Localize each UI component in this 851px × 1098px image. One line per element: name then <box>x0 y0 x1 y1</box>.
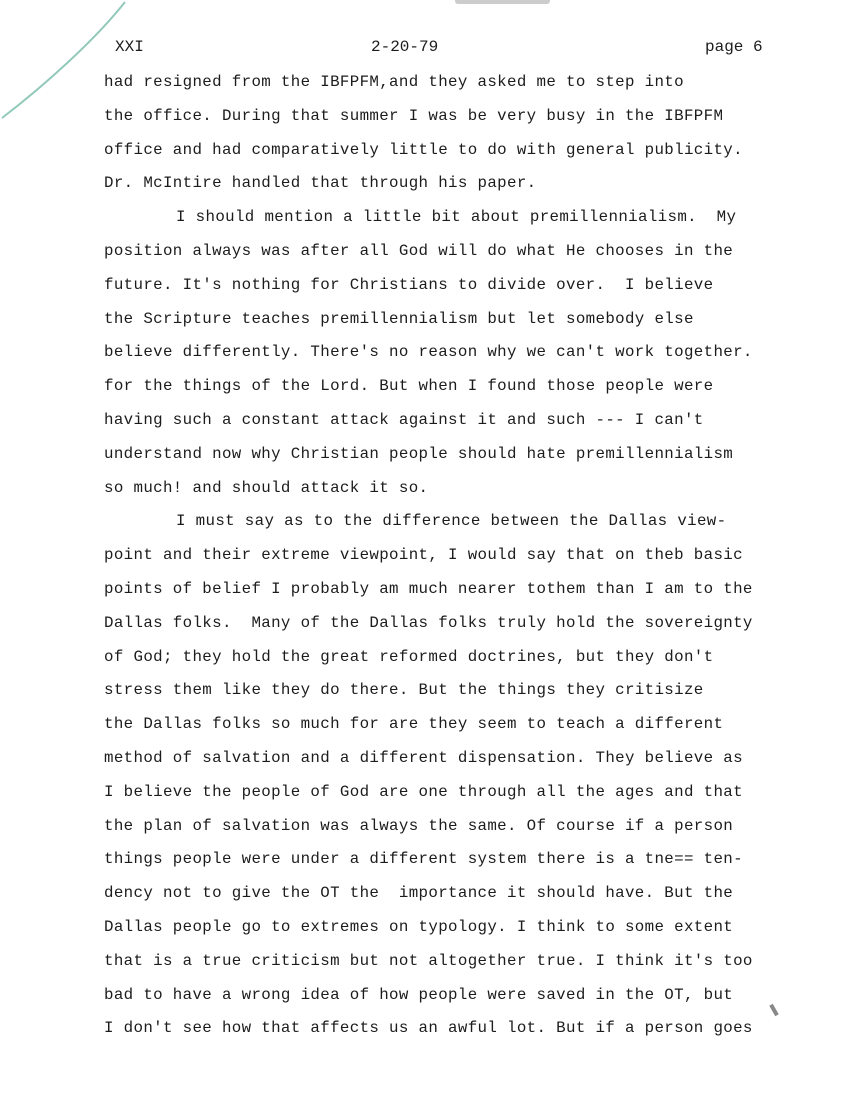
paragraph-start-line: I should mention a little bit about premillennialism. My <box>176 208 737 227</box>
text-line: I don't see how that affects us an awful lot. But if a person goes <box>104 1019 753 1038</box>
text-line: so much! and should attack it so. <box>104 478 429 497</box>
text-line: method of salvation and a different dispensation. They believe as <box>104 748 743 767</box>
text-line: Dallas people go to extremes on typology. I think to some extent <box>104 917 734 936</box>
text-line: believe differently. There's no reason why we can't work together. <box>104 343 753 362</box>
text-line: things people were under a different system there is a tne== ten- <box>104 850 743 869</box>
text-line: the office. During that summer I was be very busy in the IBFPFM <box>104 106 724 125</box>
text-line: had resigned from the IBFPFM,and they asked me to step into <box>104 73 684 91</box>
text-line: stress them like they do there. But the things they critisize <box>104 681 704 700</box>
text-line: understand now why Christian people should hate premillennialism <box>104 444 734 463</box>
transcript-date: 2-20-79 <box>371 38 439 56</box>
text-line: Dallas folks. Many of the Dallas folks truly hold the sovereignty <box>104 613 753 632</box>
text-line: the Scripture teaches premillennialism but let somebody else <box>104 309 694 328</box>
page-number: page 6 <box>705 38 763 56</box>
text-line: that is a true criticism but not altogether true. I think it's too <box>104 951 753 970</box>
text-line: bad to have a wrong idea of how people were saved in the OT, but <box>104 985 734 1004</box>
text-line: the plan of salvation was always the same. Of course if a person <box>104 816 734 835</box>
text-line: position always was after all God will do what He chooses in the <box>104 241 734 260</box>
chapter-number: XXI <box>115 38 144 56</box>
text-line: I believe the people of God are one through all the ages and that <box>104 782 743 801</box>
body-text <box>104 70 804 1050</box>
text-line: having such a constant attack against it and such --- I can't <box>104 410 704 429</box>
text-line: points of belief I probably am much nearer tothem than I am to the <box>104 579 753 598</box>
text-line: for the things of the Lord. But when I found those people were <box>104 377 714 396</box>
text-line: Dr. McIntire handled that through his paper. <box>104 174 537 193</box>
text-line: point and their extreme viewpoint, I would say that on theb basic <box>104 546 743 565</box>
text-line: of God; they hold the great reformed doctrines, but they don't <box>104 647 714 666</box>
page-header <box>0 38 851 62</box>
text-line: dency not to give the OT the importance it should have. But the <box>104 884 734 903</box>
paragraph-start-line: I must say as to the difference between the Dallas view- <box>176 512 727 531</box>
scan-smudge <box>455 0 550 4</box>
text-line: future. It's nothing for Christians to divide over. I believe <box>104 275 714 294</box>
text-line: the Dallas folks so much for are they seem to teach a different <box>104 715 724 734</box>
text-line: office and had comparatively little to do with general publicity. <box>104 140 743 159</box>
